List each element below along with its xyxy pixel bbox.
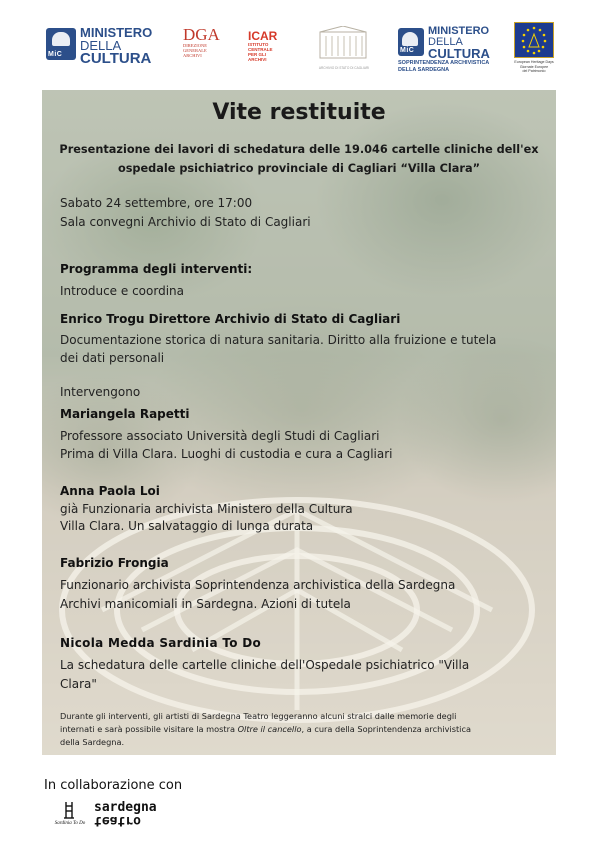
mic-soprintendenza-logo: MiC MINISTERO DELLA CULTURA SOPRINTENDENZA ARCHIVISTICA DELLA SARDEGNA bbox=[398, 25, 490, 73]
speaker-topic: La schedatura delle cartelle cliniche dell'Ospedale psichiatrico "Villa bbox=[60, 658, 470, 672]
speakers-label: Intervengono bbox=[60, 385, 141, 399]
speaker-role: Funzionario archivista Soprintendenza archivistica della Sardegna bbox=[60, 578, 456, 592]
speaker-name: Fabrizio Frongia bbox=[60, 556, 169, 570]
event-subtitle: Presentazione dei lavori di schedatura delle 19.046 cartelle cliniche dell'ex ospedale psichiatrico provinciale di Cagliari “Villa Clara” bbox=[59, 143, 539, 175]
coordinator-name: Enrico Trogu Direttore Archivio di Stato di Cagliari bbox=[60, 312, 401, 326]
speaker-topic: Prima di Villa Clara. Luoghi di custodia e cura a Cagliari bbox=[60, 447, 393, 461]
speaker-name: Mariangela Rapetti bbox=[60, 407, 190, 421]
building-icon bbox=[318, 26, 368, 64]
speaker-name: Nicola Medda Sardinia To Do bbox=[60, 636, 262, 650]
sardinia-to-do-logo: Sardinia To Do bbox=[50, 800, 90, 830]
program-intro: Introduce e coordina bbox=[60, 284, 184, 298]
event-venue: Sala convegni Archivio di Stato di Cagliari bbox=[60, 215, 311, 229]
speaker-name: Anna Paola Loi bbox=[60, 484, 160, 498]
mic-badge-icon: MiC bbox=[398, 28, 424, 56]
speaker-role: già Funzionaria archivista Ministero della Cultura bbox=[60, 502, 353, 516]
dga-logo: DGA DIREZIONE GENERALE ARCHIVI bbox=[183, 25, 220, 58]
speaker-topic: Villa Clara. Un salvataggio di lunga durata bbox=[60, 519, 314, 533]
event-note: Durante gli interventi, gli artisti di Sardegna Teatro leggeranno alcuni stralci dalle memorie degli internati e sarà possibile visitare la mostra Oltre il cancello, a cura della Soprintendenza archivistica della Sardegna. bbox=[60, 711, 471, 747]
speaker-topic: Archivi manicomiali in Sardegna. Azioni di tutela bbox=[60, 597, 351, 611]
coordinator-topic: Documentazione storica di natura sanitaria. Diritto alla fruizione e tutela bbox=[60, 333, 497, 347]
speaker-role: Professore associato Università degli Studi di Cagliari bbox=[60, 429, 380, 443]
program-heading: Programma degli interventi: bbox=[60, 262, 253, 276]
coordinator-topic: dei dati personali bbox=[60, 351, 165, 365]
mic-logo: MiC MINISTERO DELLA CULTURA bbox=[48, 25, 153, 67]
mic-badge-icon: MiC bbox=[46, 28, 76, 60]
event-panel bbox=[42, 90, 556, 755]
logo-bar bbox=[0, 0, 600, 80]
european-heritage-days-logo: European Heritage Days Giornate Europee del Patrimonio bbox=[514, 22, 554, 78]
event-title: Vite restituite bbox=[212, 100, 386, 125]
collaboration-label: In collaborazione con bbox=[44, 778, 183, 793]
event-date: Sabato 24 settembre, ore 17:00 bbox=[60, 196, 253, 210]
sardegna-teatro-logo: sardegna teatro bbox=[94, 800, 157, 828]
icar-logo: ICAR ISTITUTO CENTRALE PER GLI ARCHIVI bbox=[248, 29, 278, 62]
archivio-building-logo: ARCHIVIO DI STATO DI CAGLIARI bbox=[318, 26, 370, 70]
eu-stars-icon bbox=[514, 22, 554, 58]
speaker-topic: Clara" bbox=[60, 677, 97, 691]
